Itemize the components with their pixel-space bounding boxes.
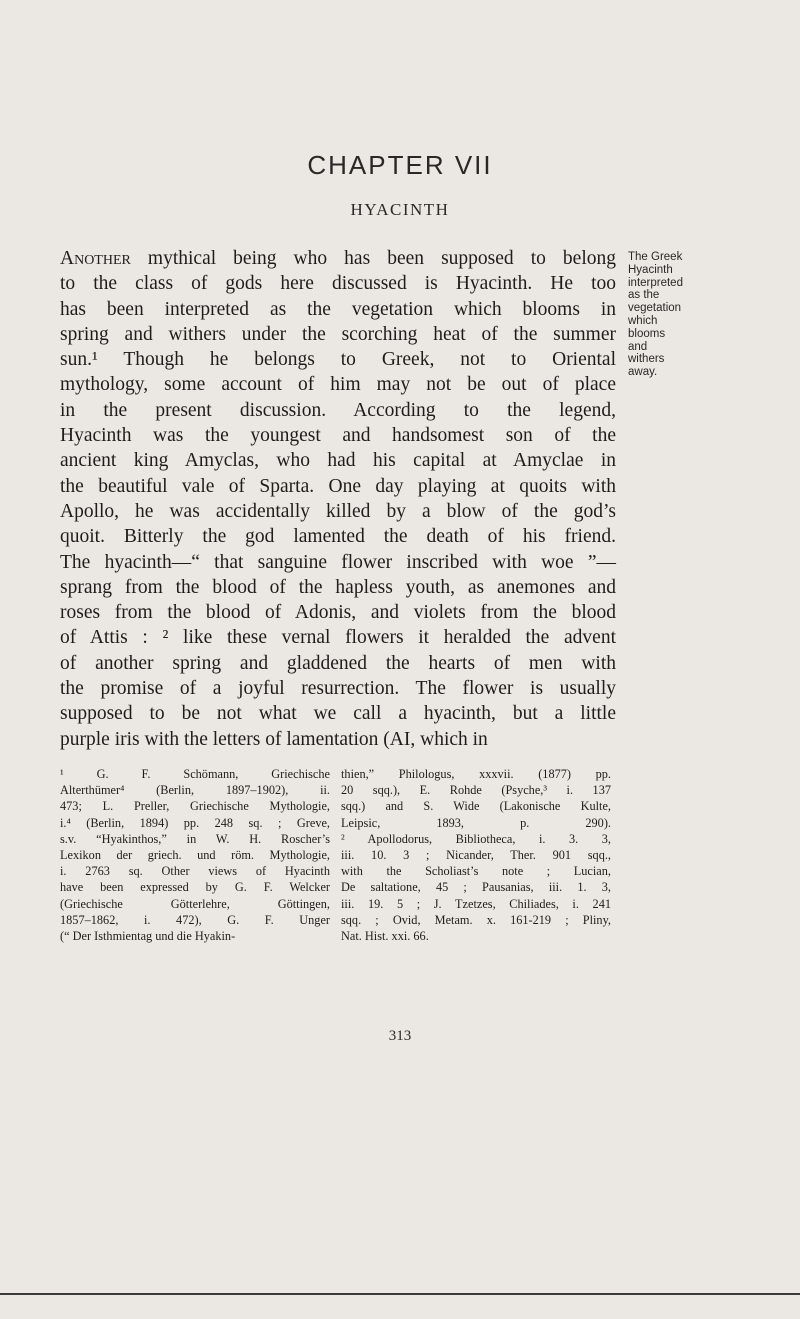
footnote-line: iii. 10. 3 ; Nicander, Ther. 901 sqq., [341,847,611,862]
footnote-line: 1857–1862, i. 472), G. F. Unger [60,912,330,927]
footnote-line: (“ Der Isthmientag und die Hyakin- [60,928,236,943]
body-line: the promise of a joyful resurrection. The flower is usually [60,678,616,700]
margin-note-line: blooms [628,327,666,340]
body-line: the beautiful vale of Sparta. One day playing at quoits with [60,475,616,497]
body-line: The hyacinth—“ that sanguine flower inscribed with woe ”— [60,551,616,573]
footnote-line: have been expressed by G. F. Welcker [60,880,330,895]
chapter-title: HYACINTH [350,200,450,219]
body-line: quoit. Bitterly the god lamented the death of his friend. [60,526,616,548]
body-line: sun.¹ Though he belongs to Greek, not to Oriental [60,349,616,371]
margin-note-line: The Greek [628,251,683,263]
margin-note-line: as the [628,289,660,302]
margin-note-line: withers [628,353,665,366]
footnote-line: Leipsic, 1893, p. 290). [341,815,611,830]
footnote-line: ² Apollodorus, Bibliotheca, i. 3. 3, [341,831,611,846]
opening-word: Another [60,248,131,269]
body-line: purple iris with the letters of lamentation (AI, which in [60,728,488,750]
footnote-line: sqq.) and S. Wide (Lakonische Kulte, [341,799,611,814]
footnote-line: Alterthümer⁴ (Berlin, 1897–1902), ii. [60,783,330,798]
body-line: supposed to be not what we call a hyacinth, but a little [60,703,616,725]
body-line: Hyacinth was the youngest and handsomest son of the [60,425,616,447]
footnote-line: 473; L. Preller, Griechische Mythologie, [60,799,330,814]
footnote-line: s.v. “Hyakinthos,” in W. H. Roscher’s [60,831,330,846]
footnotes-left-column [60,766,330,944]
margin-note [628,251,718,379]
page-number: 313 [388,1028,412,1044]
body-line: to the class of gods here discussed is Hyacinth. He too [60,273,616,295]
body-line: Apollo, he was accidentally killed by a blow of the god’s [60,500,616,522]
footnote-line: (Griechische Götterlehre, Göttingen, [60,896,330,911]
margin-note-line: away. [628,366,658,379]
footnote-line: i. 2763 sq. Other views of Hyacinth [60,864,330,879]
body-line: ancient king Amyclas, who had his capital at Amyclae in [60,450,616,472]
body-line: spring and withers under the scorching heat of the summer [60,323,616,345]
body-line: sprang from the blood of the hapless youth, as anemones and [60,576,616,598]
margin-note-line: interpreted [628,276,683,289]
chapter-heading: CHAPTER VII [307,150,493,180]
body-line: has been interpreted as the vegetation which blooms in [60,298,616,320]
footnote-line: iii. 19. 5 ; J. Tzetzes, Chiliades, i. 241 [341,896,611,911]
margin-note-line: and [628,340,648,353]
footnote-line: Nat. Hist. xxi. 66. [341,928,429,943]
body-line: Another mythical being who has been supposed to belong [60,248,616,269]
footnote-line: sqq. ; Ovid, Metam. x. 161-219 ; Pliny, [341,912,611,927]
body-line: roses from the blood of Adonis, and violets from the blood [60,602,616,624]
body-line: of Attis : ² like these vernal flowers it heralded the advent [60,627,616,649]
footnote-line: with the Scholiast’s note ; Lucian, [341,864,611,879]
body-line: in the present discussion. According to the legend, [60,399,616,421]
body-line: of another spring and gladdened the hearts of men with [60,652,616,674]
footnote-line: ¹ G. F. Schömann, Griechische [60,767,330,781]
footnote-line: i.⁴ (Berlin, 1894) pp. 248 sq. ; Greve, [60,815,330,830]
body-paragraph [60,246,616,752]
margin-note-line: Hyacinth [628,263,673,276]
margin-note-line: which [628,314,658,327]
footnotes-right-column [341,766,611,944]
footnote-line: 20 sqq.), E. Rohde (Psyche,³ i. 137 [341,783,611,798]
footnote-line: De saltatione, 45 ; Pausanias, iii. 1. 3, [341,880,611,895]
margin-note-line: vegetation [628,302,682,315]
footnote-line: thien,” Philologus, xxxvii. (1877) pp. [341,767,611,781]
body-line: mythology, some account of him may not be out of place [60,374,616,396]
footnote-line: Lexikon der griech. und röm. Mythologie, [60,847,330,862]
page-edge-rule [0,1293,800,1295]
